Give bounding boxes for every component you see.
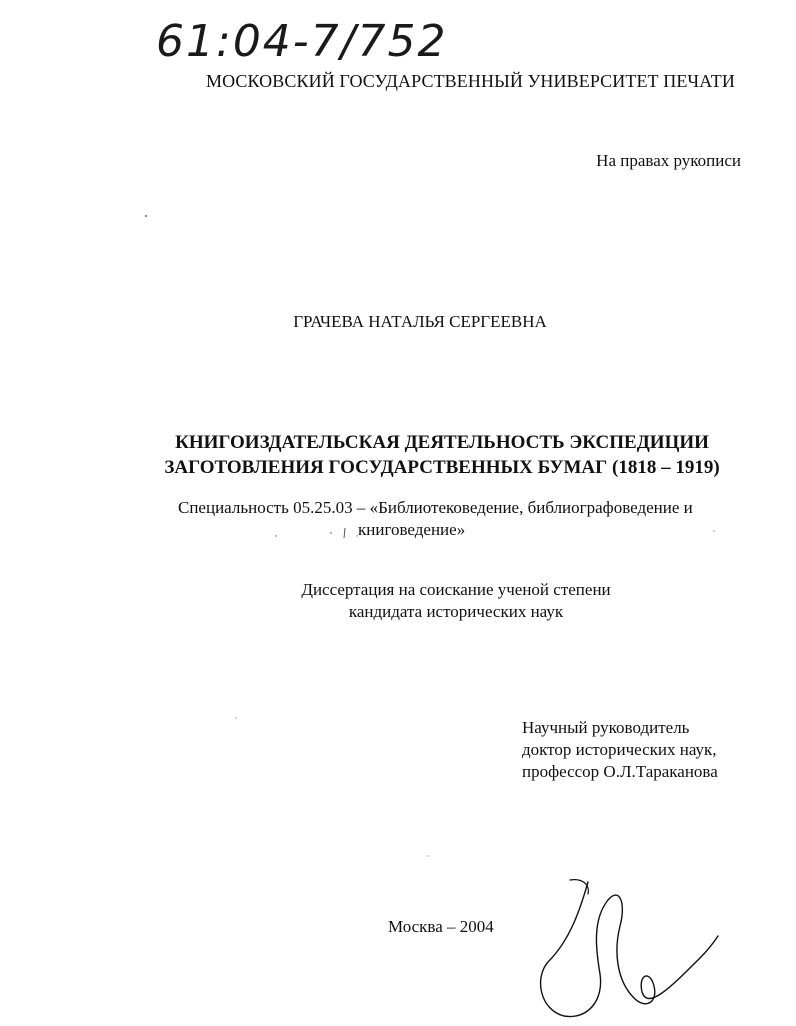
degree-statement (0, 579, 796, 623)
degree-line-1: Диссертация на соискание ученой степени (301, 580, 611, 599)
supervisor-role: Научный руководитель (522, 718, 690, 737)
title-line-1: КНИГОИЗДАТЕЛЬСКАЯ ДЕЯТЕЛЬНОСТЬ ЭКСПЕДИЦИИ (175, 432, 709, 453)
rights-note: На правах рукописи (596, 151, 741, 170)
degree-line-2: кандидата исторических наук (348, 602, 564, 621)
specialty-line-2: книговедение» (358, 520, 466, 539)
handwritten-signature (530, 870, 730, 1026)
supervisor-name: профессор О.Л.Тараканова (522, 762, 718, 781)
dissertation-title (0, 430, 796, 480)
handwritten-archive-code (150, 10, 450, 70)
title-line-2: ЗАГОТОВЛЕНИЯ ГОСУДАРСТВЕННЫХ БУМАГ (1818 – 1919) (164, 457, 720, 478)
specialty-line-1: Специальность 05.25.03 – «Библиотековедение, библиографоведение и (178, 498, 693, 517)
city-year: Москва – 2004 (388, 917, 494, 936)
university-name: МОСКОВСКИЙ ГОСУДАРСТВЕННЫЙ УНИВЕРСИТЕТ ПЕЧАТИ (206, 71, 735, 91)
supervisor-block (522, 717, 718, 783)
archive-code-text: 61:04-7/752 (156, 16, 448, 67)
specialty (178, 497, 693, 541)
supervisor-degree: доктор исторических наук, (522, 740, 717, 759)
author-name: ГРАЧЕВА НАТАЛЬЯ СЕРГЕЕВНА (293, 312, 547, 331)
